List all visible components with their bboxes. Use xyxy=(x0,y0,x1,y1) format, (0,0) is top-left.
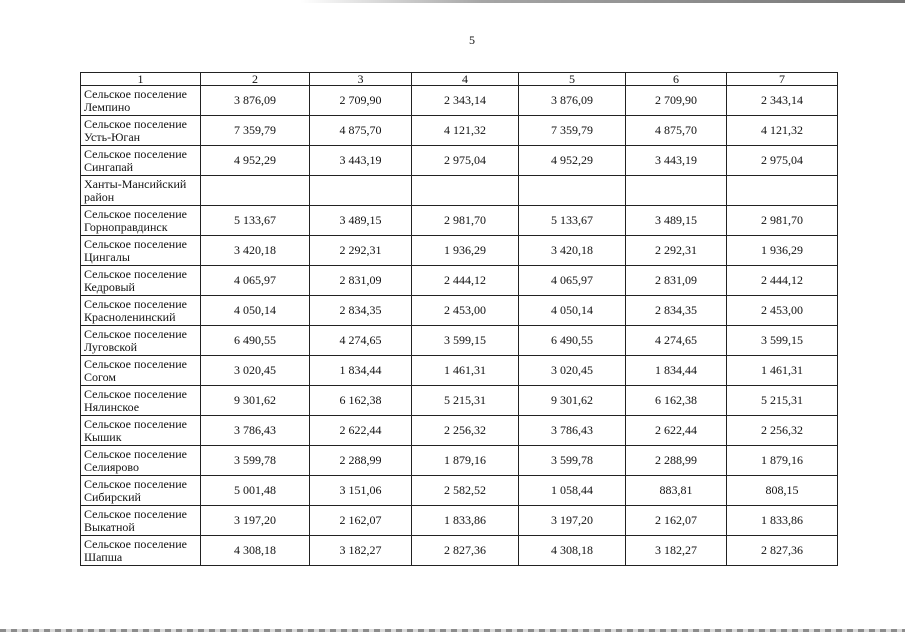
settlement-name-cell xyxy=(81,356,201,386)
settlement-name-cell xyxy=(81,116,201,146)
value-cell: 3 599,15 xyxy=(412,326,519,356)
table-row xyxy=(81,326,838,356)
settlement-name-line: Ханты-Мансийский xyxy=(84,176,187,191)
value-cell: 3 420,18 xyxy=(519,236,626,266)
value-cell: 3 420,18 xyxy=(201,236,310,266)
table-row xyxy=(81,296,838,326)
value-cell: 2 981,70 xyxy=(412,206,519,236)
value-cell: 6 162,38 xyxy=(310,386,412,416)
value-cell: 2 343,14 xyxy=(727,86,838,116)
value-cell: 2 256,32 xyxy=(727,416,838,446)
column-header: 6 xyxy=(626,73,727,86)
value-cell: 3 786,43 xyxy=(201,416,310,446)
value-cell xyxy=(310,176,412,206)
settlement-name-line: Горноправдинск xyxy=(84,219,168,234)
value-cell: 2 582,52 xyxy=(412,476,519,506)
value-cell: 3 151,06 xyxy=(310,476,412,506)
value-cell: 1 879,16 xyxy=(412,446,519,476)
value-cell: 2 834,35 xyxy=(626,296,727,326)
settlement-name-line: Выкатной xyxy=(84,519,135,534)
value-cell: 2 622,44 xyxy=(626,416,727,446)
value-cell: 6 490,55 xyxy=(519,326,626,356)
value-cell: 7 359,79 xyxy=(519,116,626,146)
value-cell: 2 162,07 xyxy=(310,506,412,536)
value-cell: 2 975,04 xyxy=(727,146,838,176)
settlement-name-line: Шапша xyxy=(84,549,123,564)
value-cell: 3 599,78 xyxy=(201,446,310,476)
table-row xyxy=(81,146,838,176)
value-cell: 1 834,44 xyxy=(626,356,727,386)
settlement-name-line: Селиярово xyxy=(84,459,139,474)
column-header: 2 xyxy=(201,73,310,86)
value-cell: 2 288,99 xyxy=(626,446,727,476)
settlement-name-line: Сельское поселение xyxy=(84,296,187,311)
value-cell: 3 443,19 xyxy=(310,146,412,176)
settlement-name-cell xyxy=(81,86,201,116)
settlement-name-line: Сельское поселение xyxy=(84,536,187,551)
settlement-name-line: Сельское поселение xyxy=(84,386,187,401)
value-cell: 3 020,45 xyxy=(201,356,310,386)
value-cell: 3 876,09 xyxy=(519,86,626,116)
settlement-name-line: Сельское поселение xyxy=(84,446,187,461)
settlement-name-line: Нялинское xyxy=(84,399,140,414)
table-row xyxy=(81,176,838,206)
settlement-name-line: Сельское поселение xyxy=(84,356,187,371)
value-cell: 3 876,09 xyxy=(201,86,310,116)
settlement-name-line: Сельское поселение xyxy=(84,236,187,251)
settlement-name-cell xyxy=(81,236,201,266)
value-cell: 4 121,32 xyxy=(412,116,519,146)
scan-edge-top xyxy=(300,0,905,3)
settlement-name-line: Сельское поселение xyxy=(84,476,187,491)
value-cell: 2 453,00 xyxy=(412,296,519,326)
value-cell: 1 879,16 xyxy=(727,446,838,476)
value-cell: 9 301,62 xyxy=(519,386,626,416)
settlement-name-line: Сельское поселение xyxy=(84,146,187,161)
settlement-name-cell xyxy=(81,206,201,236)
settlement-name-line: Сингапай xyxy=(84,159,134,174)
value-cell: 4 308,18 xyxy=(519,536,626,566)
column-header: 7 xyxy=(727,73,838,86)
value-cell: 883,81 xyxy=(626,476,727,506)
value-cell: 2 709,90 xyxy=(310,86,412,116)
value-cell: 4 952,29 xyxy=(519,146,626,176)
value-cell: 4 308,18 xyxy=(201,536,310,566)
value-cell xyxy=(201,176,310,206)
value-cell: 2 831,09 xyxy=(626,266,727,296)
value-cell: 4 065,97 xyxy=(201,266,310,296)
value-cell: 2 975,04 xyxy=(412,146,519,176)
settlement-name-line: Сельское поселение xyxy=(84,506,187,521)
settlement-name-cell xyxy=(81,476,201,506)
value-cell: 2 292,31 xyxy=(626,236,727,266)
value-cell: 2 622,44 xyxy=(310,416,412,446)
value-cell: 4 274,65 xyxy=(310,326,412,356)
value-cell: 2 444,12 xyxy=(412,266,519,296)
value-cell: 3 020,45 xyxy=(519,356,626,386)
table-row xyxy=(81,386,838,416)
settlement-name-cell xyxy=(81,446,201,476)
value-cell: 1 834,44 xyxy=(310,356,412,386)
value-cell: 2 288,99 xyxy=(310,446,412,476)
value-cell: 2 827,36 xyxy=(727,536,838,566)
value-cell: 5 001,48 xyxy=(201,476,310,506)
value-cell: 6 490,55 xyxy=(201,326,310,356)
page-number: 5 xyxy=(469,33,475,47)
table-row xyxy=(81,236,838,266)
value-cell: 3 599,78 xyxy=(519,446,626,476)
value-cell: 2 981,70 xyxy=(727,206,838,236)
value-cell: 2 834,35 xyxy=(310,296,412,326)
value-cell: 5 215,31 xyxy=(727,386,838,416)
table-row xyxy=(81,446,838,476)
settlement-name-cell xyxy=(81,146,201,176)
value-cell: 4 121,32 xyxy=(727,116,838,146)
column-header: 3 xyxy=(310,73,412,86)
settlement-name-line: район xyxy=(84,189,115,204)
value-cell: 2 444,12 xyxy=(727,266,838,296)
settlement-name-line: Красноленинский xyxy=(84,309,176,324)
table-row xyxy=(81,506,838,536)
settlement-name-line: Согом xyxy=(84,369,116,384)
value-cell: 3 443,19 xyxy=(626,146,727,176)
table-header-row xyxy=(81,73,838,86)
settlement-name-cell xyxy=(81,506,201,536)
settlement-name-line: Кышик xyxy=(84,429,122,444)
table-body xyxy=(81,73,838,566)
table-row xyxy=(81,416,838,446)
column-header: 4 xyxy=(412,73,519,86)
settlement-name-line: Сельское поселение xyxy=(84,416,187,431)
value-cell: 2 709,90 xyxy=(626,86,727,116)
settlement-name-cell xyxy=(81,176,201,206)
value-cell: 1 936,29 xyxy=(412,236,519,266)
value-cell: 2 453,00 xyxy=(727,296,838,326)
value-cell: 3 489,15 xyxy=(310,206,412,236)
value-cell: 1 936,29 xyxy=(727,236,838,266)
value-cell xyxy=(519,176,626,206)
value-cell: 4 274,65 xyxy=(626,326,727,356)
settlement-name-line: Сельское поселение xyxy=(84,86,187,101)
table-row xyxy=(81,206,838,236)
value-cell: 3 489,15 xyxy=(626,206,727,236)
settlement-name-line: Сельское поселение xyxy=(84,206,187,221)
table-row xyxy=(81,266,838,296)
value-cell: 2 827,36 xyxy=(412,536,519,566)
settlement-name-cell xyxy=(81,266,201,296)
value-cell: 1 461,31 xyxy=(727,356,838,386)
settlement-name-cell xyxy=(81,416,201,446)
value-cell: 2 831,09 xyxy=(310,266,412,296)
value-cell: 2 292,31 xyxy=(310,236,412,266)
value-cell: 3 197,20 xyxy=(519,506,626,536)
settlement-name-line: Сельское поселение xyxy=(84,326,187,341)
value-cell: 4 952,29 xyxy=(201,146,310,176)
value-cell: 5 215,31 xyxy=(412,386,519,416)
column-header: 1 xyxy=(81,73,201,86)
value-cell: 2 256,32 xyxy=(412,416,519,446)
table-row xyxy=(81,116,838,146)
settlement-name-line: Луговской xyxy=(84,339,138,354)
value-cell: 4 050,14 xyxy=(519,296,626,326)
value-cell: 6 162,38 xyxy=(626,386,727,416)
value-cell xyxy=(727,176,838,206)
settlement-name-line: Усть-Юган xyxy=(84,129,141,144)
value-cell: 3 197,20 xyxy=(201,506,310,536)
data-table xyxy=(80,72,838,566)
table-row xyxy=(81,536,838,566)
table-row xyxy=(81,86,838,116)
settlement-name-cell xyxy=(81,536,201,566)
value-cell: 4 065,97 xyxy=(519,266,626,296)
value-cell: 9 301,62 xyxy=(201,386,310,416)
settlement-name-cell xyxy=(81,326,201,356)
value-cell: 7 359,79 xyxy=(201,116,310,146)
settlement-name-line: Лемпино xyxy=(84,99,131,114)
settlement-name-line: Сибирский xyxy=(84,489,141,504)
value-cell: 1 461,31 xyxy=(412,356,519,386)
settlement-name-line: Сельское поселение xyxy=(84,116,187,131)
value-cell: 3 182,27 xyxy=(626,536,727,566)
value-cell xyxy=(626,176,727,206)
value-cell: 1 833,86 xyxy=(727,506,838,536)
value-cell: 4 875,70 xyxy=(626,116,727,146)
value-cell: 2 162,07 xyxy=(626,506,727,536)
value-cell: 2 343,14 xyxy=(412,86,519,116)
value-cell: 808,15 xyxy=(727,476,838,506)
value-cell: 4 875,70 xyxy=(310,116,412,146)
value-cell: 3 182,27 xyxy=(310,536,412,566)
settlement-name-cell xyxy=(81,386,201,416)
table-row xyxy=(81,356,838,386)
settlement-name-line: Цингалы xyxy=(84,249,130,264)
value-cell: 1 833,86 xyxy=(412,506,519,536)
table-row xyxy=(81,476,838,506)
settlement-name-line: Кедровый xyxy=(84,279,135,294)
scan-edge-bottom xyxy=(0,629,905,632)
value-cell: 1 058,44 xyxy=(519,476,626,506)
settlement-name-cell xyxy=(81,296,201,326)
column-header: 5 xyxy=(519,73,626,86)
value-cell: 3 786,43 xyxy=(519,416,626,446)
value-cell: 5 133,67 xyxy=(519,206,626,236)
value-cell: 3 599,15 xyxy=(727,326,838,356)
value-cell: 4 050,14 xyxy=(201,296,310,326)
value-cell xyxy=(412,176,519,206)
value-cell: 5 133,67 xyxy=(201,206,310,236)
settlement-name-line: Сельское поселение xyxy=(84,266,187,281)
